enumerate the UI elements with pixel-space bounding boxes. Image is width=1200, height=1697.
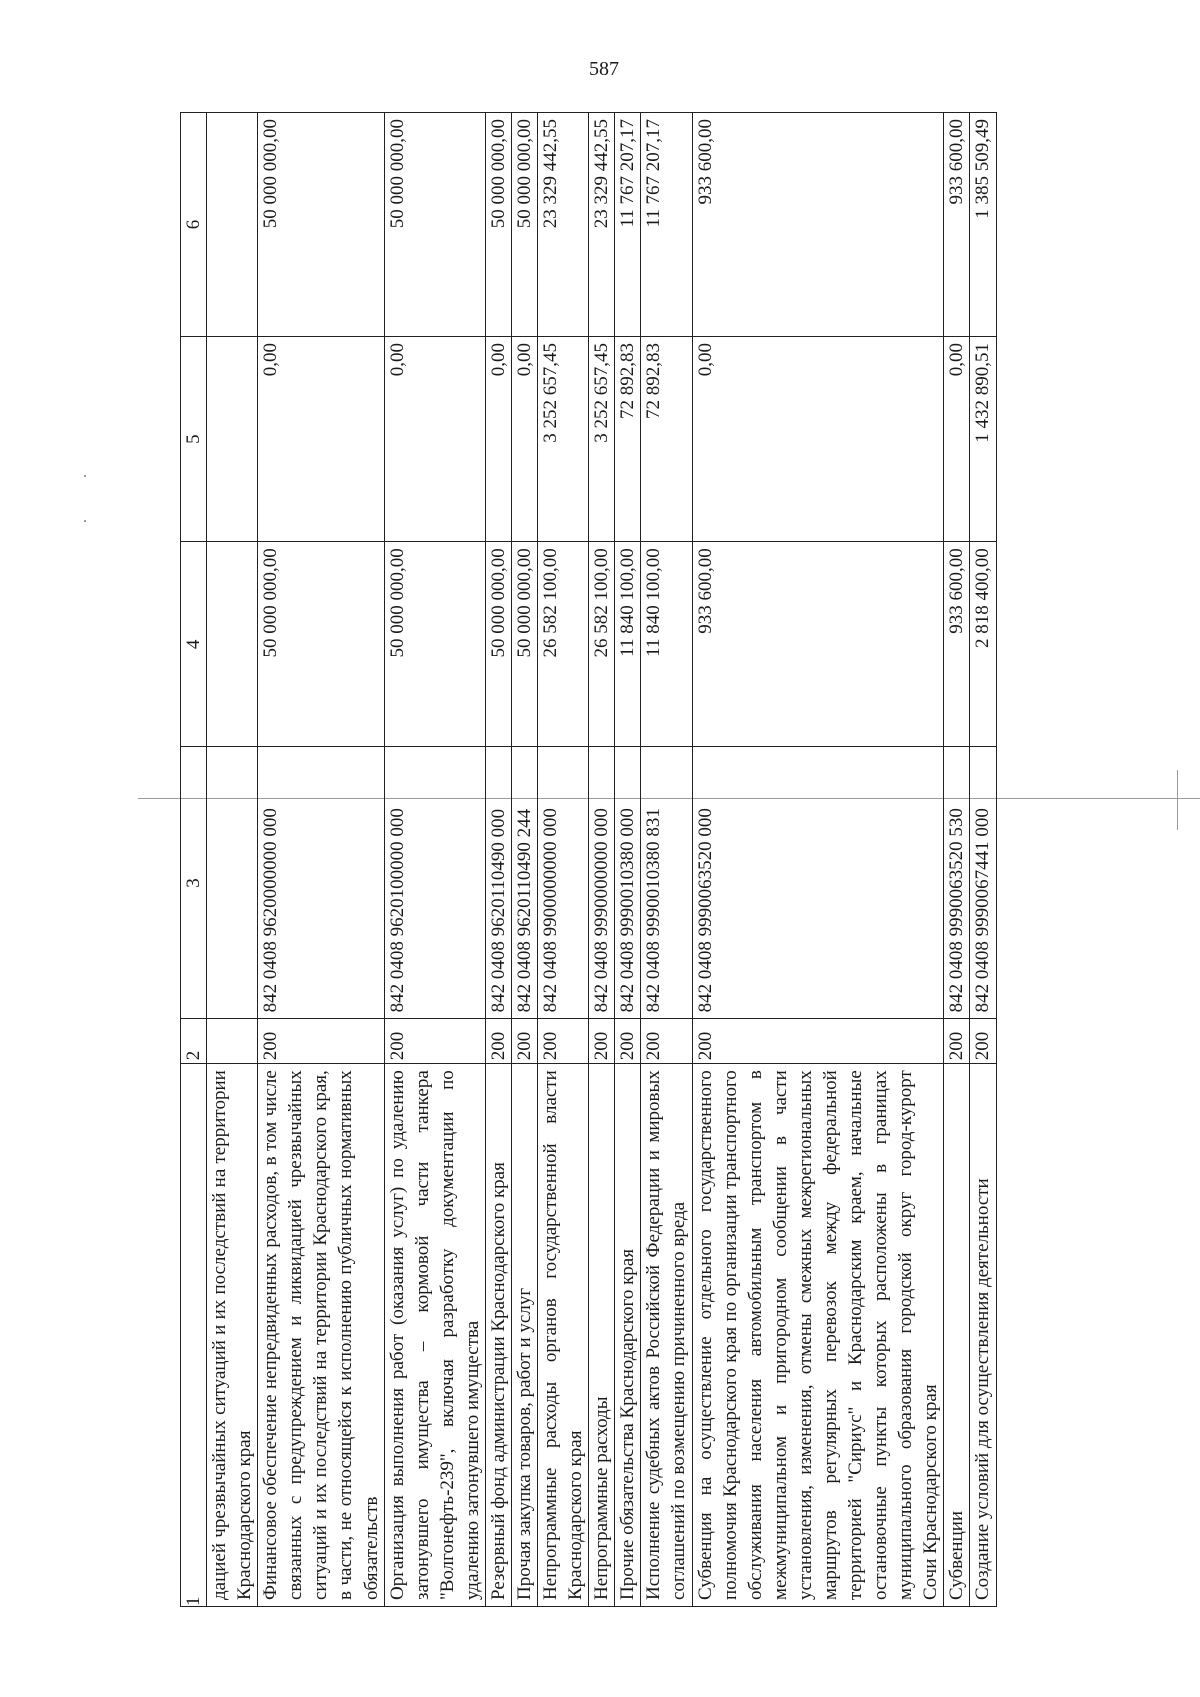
row-name: Резервный фонд администрации Краснодарского края bbox=[485, 1064, 511, 1607]
row-value-5: 0,00 bbox=[384, 337, 485, 542]
rotated-table-wrapper bbox=[180, 112, 1180, 1607]
row-code: 200 bbox=[641, 1019, 692, 1064]
table-row bbox=[692, 113, 944, 1607]
row-value-6: 50 000 000,00 bbox=[512, 113, 538, 337]
row-value-5: 72 892,83 bbox=[615, 337, 641, 542]
row-code: 200 bbox=[258, 1019, 384, 1064]
table-row bbox=[615, 113, 641, 1607]
table-row bbox=[485, 113, 511, 1607]
page-number: 587 bbox=[589, 58, 619, 80]
row-kbk: 842 0408 9990010380 000 bbox=[615, 747, 641, 1019]
row-value-6: 23 329 442,55 bbox=[589, 113, 615, 337]
row-code: 200 bbox=[512, 1019, 538, 1064]
row-value-6: 11 767 207,17 bbox=[641, 113, 692, 337]
table-row bbox=[641, 113, 692, 1607]
row-value-4: 50 000 000,00 bbox=[485, 542, 511, 747]
row-value-5: 0,00 bbox=[692, 337, 944, 542]
row-value-6: 11 767 207,17 bbox=[615, 113, 641, 337]
row-value-5: 0,00 bbox=[485, 337, 511, 542]
row-value-6: 23 329 442,55 bbox=[538, 113, 589, 337]
row-code: 200 bbox=[615, 1019, 641, 1064]
row-kbk: 842 0408 9620110490 244 bbox=[512, 747, 538, 1019]
row-code: 200 bbox=[538, 1019, 589, 1064]
row-name: Непрограммные расходы bbox=[589, 1064, 615, 1607]
row-code: 200 bbox=[944, 1019, 970, 1064]
row-name: Субвенции bbox=[944, 1064, 970, 1607]
row-kbk: 842 0408 9990063520 000 bbox=[692, 747, 944, 1019]
row-code: 200 bbox=[589, 1019, 615, 1064]
table-row bbox=[589, 113, 615, 1607]
row-kbk: 842 0408 9990010380 831 bbox=[641, 747, 692, 1019]
row-value-4: 11 840 100,00 bbox=[641, 542, 692, 747]
budget-table bbox=[180, 112, 997, 1607]
table-row bbox=[538, 113, 589, 1607]
row-value-4: 50 000 000,00 bbox=[384, 542, 485, 747]
row-kbk: 842 0408 9990063520 530 bbox=[944, 747, 970, 1019]
row-name: Создание условий для осуществления деятельности bbox=[970, 1064, 996, 1607]
column-header: 3 bbox=[181, 747, 207, 1019]
row-kbk: 842 0408 9620000000 000 bbox=[258, 747, 384, 1019]
table-row bbox=[944, 113, 970, 1607]
row-name: Субвенция на осуществление отдельного государственного полномочия Краснодарского края по организации транспортного обслуживания населения автомобильным транспортом в межмуниципальном и пригородном сообщении в части установления, изменения, отмены смежных межрегиональных маршрутов регулярных перевозок между федеральной территорией "Сириус" и Краснодарским краем, начальные остановочные пункты которых расположены в границах муниципального образования городской округ город-курорт Сочи Краснодарского края bbox=[692, 1064, 944, 1607]
scan-speck bbox=[84, 520, 86, 522]
row-value-5: 0,00 bbox=[258, 337, 384, 542]
table-row bbox=[512, 113, 538, 1607]
table-row bbox=[258, 113, 384, 1607]
column-header: 2 bbox=[181, 1019, 207, 1064]
row-value-4: 933 600,00 bbox=[692, 542, 944, 747]
row-value-5: 0,00 bbox=[944, 337, 970, 542]
row-kbk: 842 0408 9620110490 000 bbox=[485, 747, 511, 1019]
row-value-6: 933 600,00 bbox=[692, 113, 944, 337]
column-header: 6 bbox=[181, 113, 207, 337]
column-header: 5 bbox=[181, 337, 207, 542]
table-header-row bbox=[181, 113, 207, 1607]
row-value-6: 50 000 000,00 bbox=[485, 113, 511, 337]
row-value-5 bbox=[207, 337, 258, 542]
row-code: 200 bbox=[692, 1019, 944, 1064]
scan-speck bbox=[84, 475, 86, 477]
table-row bbox=[384, 113, 485, 1607]
row-value-6: 1 385 509,49 bbox=[970, 113, 996, 337]
row-value-5: 72 892,83 bbox=[641, 337, 692, 542]
column-header: 1 bbox=[181, 1064, 207, 1607]
table-row bbox=[970, 113, 996, 1607]
column-header: 4 bbox=[181, 542, 207, 747]
row-code: 200 bbox=[384, 1019, 485, 1064]
table-row bbox=[207, 113, 258, 1607]
row-kbk bbox=[207, 747, 258, 1019]
row-value-5: 0,00 bbox=[512, 337, 538, 542]
row-value-5: 3 252 657,45 bbox=[538, 337, 589, 542]
row-code: 200 bbox=[485, 1019, 511, 1064]
row-value-6: 50 000 000,00 bbox=[384, 113, 485, 337]
row-name: Организация выполнения работ (оказания услуг) по удалению затонувшего имущества – кормовой части танкера "Волгонефть-239", включая разработку документации по удалению затонувшего имущества bbox=[384, 1064, 485, 1607]
row-name: дацией чрезвычайных ситуаций и их последствий на территории Краснодарского края bbox=[207, 1064, 258, 1607]
row-name: Прочие обязательства Краснодарского края bbox=[615, 1064, 641, 1607]
row-name: Финансовое обеспечение непредвиденных расходов, в том числе связанных с предупреждением и ликвидацией чрезвычайных ситуаций и их последствий на территории Краснодарского края, в части, не относящейся к исполнению публичных нормативных обязательств bbox=[258, 1064, 384, 1607]
row-name: Исполнение судебных актов Российской Федерации и мировых соглашений по возмещению причиненного вреда bbox=[641, 1064, 692, 1607]
row-value-4: 50 000 000,00 bbox=[512, 542, 538, 747]
row-value-4: 26 582 100,00 bbox=[589, 542, 615, 747]
row-value-6: 933 600,00 bbox=[944, 113, 970, 337]
row-value-4: 26 582 100,00 bbox=[538, 542, 589, 747]
row-value-4: 2 818 400,00 bbox=[970, 542, 996, 747]
row-value-4: 933 600,00 bbox=[944, 542, 970, 747]
row-name: Непрограммные расходы органов государственной власти Краснодарского края bbox=[538, 1064, 589, 1607]
row-value-4: 50 000 000,00 bbox=[258, 542, 384, 747]
row-value-4 bbox=[207, 542, 258, 747]
row-kbk: 842 0408 9900000000 000 bbox=[538, 747, 589, 1019]
row-code: 200 bbox=[970, 1019, 996, 1064]
row-kbk: 842 0408 9620100000 000 bbox=[384, 747, 485, 1019]
row-value-4: 11 840 100,00 bbox=[615, 542, 641, 747]
row-value-5: 1 432 890,51 bbox=[970, 337, 996, 542]
row-code bbox=[207, 1019, 258, 1064]
row-value-5: 3 252 657,45 bbox=[589, 337, 615, 542]
row-value-6 bbox=[207, 113, 258, 337]
row-name: Прочая закупка товаров, работ и услуг bbox=[512, 1064, 538, 1607]
row-kbk: 842 0408 9990067441 000 bbox=[970, 747, 996, 1019]
row-value-6: 50 000 000,00 bbox=[258, 113, 384, 337]
row-kbk: 842 0408 9990000000 000 bbox=[589, 747, 615, 1019]
